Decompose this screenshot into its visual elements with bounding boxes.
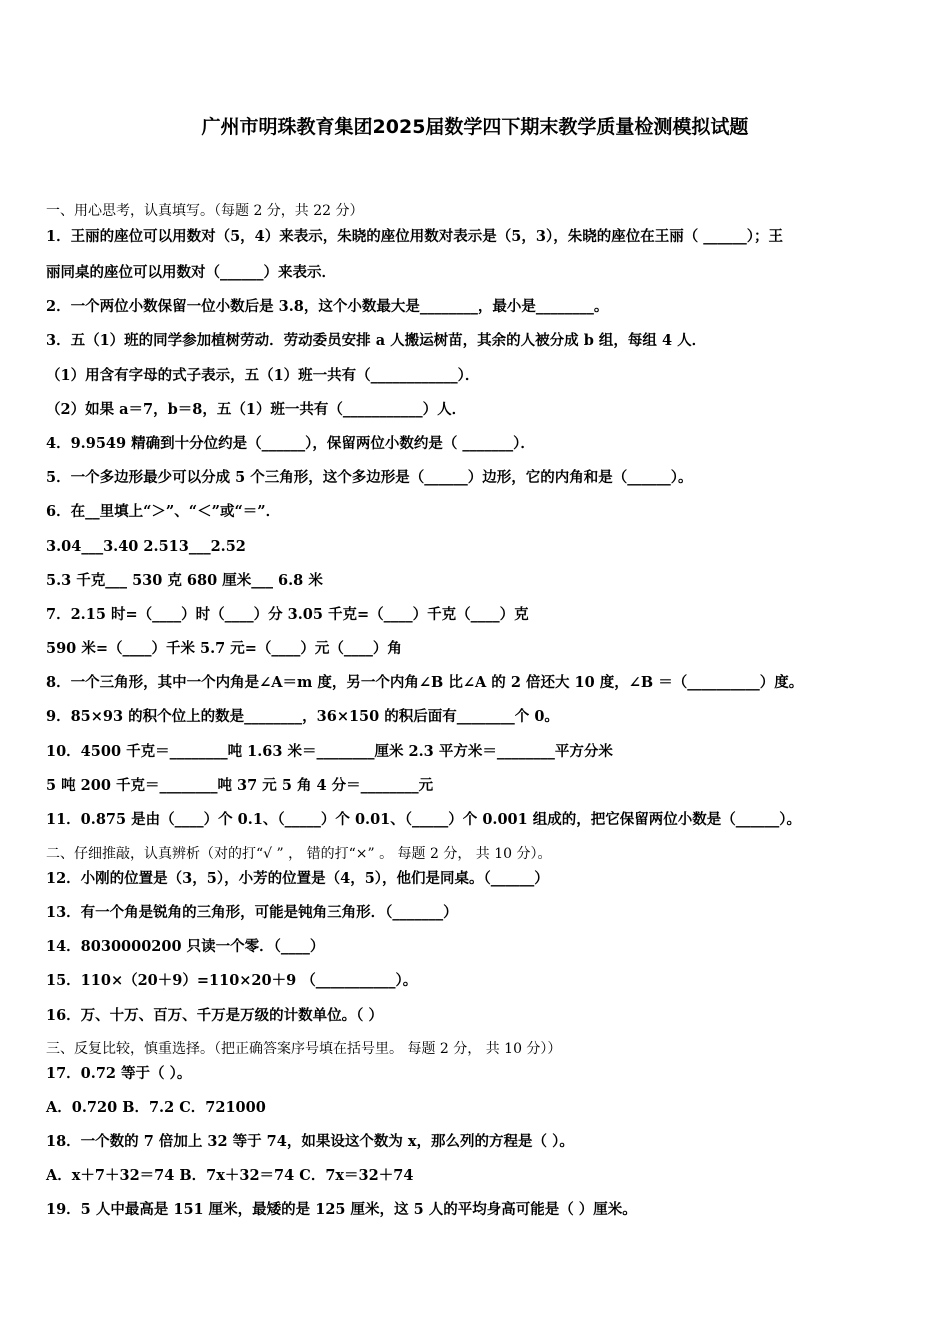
question-17-options: A．0.720 B．7.2 C．721000 <box>46 1099 266 1116</box>
question-18-options: A．x＋7＋32＝74 B．7x＋32＝74 C．7x＝32＋74 <box>46 1167 414 1184</box>
page-title: 广州市明珠教育集团2025届数学四下期末教学质量检测模拟试题 <box>201 116 749 138</box>
question-14: 14．8030000200 只读一个零．（____） <box>46 938 325 955</box>
section-1-heading: 一、用心思考，认真填写。（每题 2 分，共 22 分） <box>46 203 364 219</box>
question-16: 16．万、十万、百万、千万是万级的计数单位。（ ） <box>46 1007 383 1024</box>
question-13: 13．有一个角是锐角的三角形，可能是钝角三角形．（_______） <box>46 904 458 921</box>
question-3-part-2: （2）如果 a＝7，b＝8，五（1）班一共有（___________）人． <box>46 401 467 418</box>
question-7-row-1: 7．2.15 时=（____）时（____）分 3.05 千克=（____）千克（____）克 <box>46 606 529 623</box>
question-6-row-2: 5.3 千克___ 530 克 680 厘米___ 6.8 米 <box>46 572 323 589</box>
question-15: 15．110×（20＋9）=110×20＋9 （___________）。 <box>46 972 418 989</box>
question-10-row-1: 10．4500 千克＝________吨 1.63 米＝________厘米 2.3 平方米＝________平方分米 <box>46 743 613 760</box>
question-1-line-1: 1．王丽的座位可以用数对（5，4）来表示，朱晓的座位用数对表示是（5，3），朱晓的座位在王丽（ ______）；王 <box>46 228 783 245</box>
question-12: 12．小刚的位置是（3，5），小芳的位置是（4，5），他们是同桌。（______） <box>46 870 549 887</box>
question-6: 6．在__里填上“＞”、“＜”或“＝”． <box>46 503 281 520</box>
question-5: 5．一个多边形最少可以分成 5 个三角形，这个多边形是（______）边形，它的内角和是（______）。 <box>46 469 693 486</box>
question-8: 8．一个三角形，其中一个内角是∠A＝m 度，另一个内角∠B 比∠A 的 2 倍还大 10 度，∠B ＝（__________）度。 <box>46 674 804 691</box>
section-3-heading: 三、反复比较，慎重选择。（把正确答案序号填在括号里。 每题 2 分， 共 10 分）） <box>46 1041 562 1057</box>
question-3: 3．五（1）班的同学参加植树劳动．劳动委员安排 a 人搬运树苗，其余的人被分成 b 组，每组 4 人． <box>46 332 707 349</box>
question-17: 17．0.72 等于（ ）。 <box>46 1065 192 1082</box>
question-9: 9．85×93 的积个位上的数是________，36×150 的积后面有________个 0。 <box>46 708 559 725</box>
question-6-row-1: 3.04___3.40 2.513___2.52 <box>46 538 246 555</box>
question-2: 2．一个两位小数保留一位小数后是 3.8，这个小数最大是________，最小是________。 <box>46 298 609 315</box>
section-2-heading: 二、仔细推敲，认真辨析（对的打“√ ” ， 错的打“×” 。 每题 2 分， 共 10 分）。 <box>46 846 552 862</box>
question-4: 4．9.9549 精确到十分位约是（______），保留两位小数约是（ _______）． <box>46 435 535 452</box>
question-3-part-1: （1）用含有字母的式子表示，五（1）班一共有（____________）． <box>46 367 480 384</box>
question-11: 11．0.875 是由（____）个 0.1、（_____）个 0.01、（_____）个 0.001 组成的，把它保留两位小数是（______）。 <box>46 811 802 828</box>
question-1-line-2: 丽同桌的座位可以用数对（______）来表示． <box>46 264 336 281</box>
question-18: 18．一个数的 7 倍加上 32 等于 74，如果设这个数为 x，那么列的方程是（ ）。 <box>46 1133 574 1150</box>
question-10-row-2: 5 吨 200 千克＝________吨 37 元 5 角 4 分＝________元 <box>46 777 434 794</box>
question-7-row-2: 590 米=（____）千米 5.7 元=（____）元（____）角 <box>46 640 402 657</box>
question-19: 19．5 人中最高是 151 厘米，最矮的是 125 厘米，这 5 人的平均身高可能是（ ）厘米。 <box>46 1201 637 1218</box>
